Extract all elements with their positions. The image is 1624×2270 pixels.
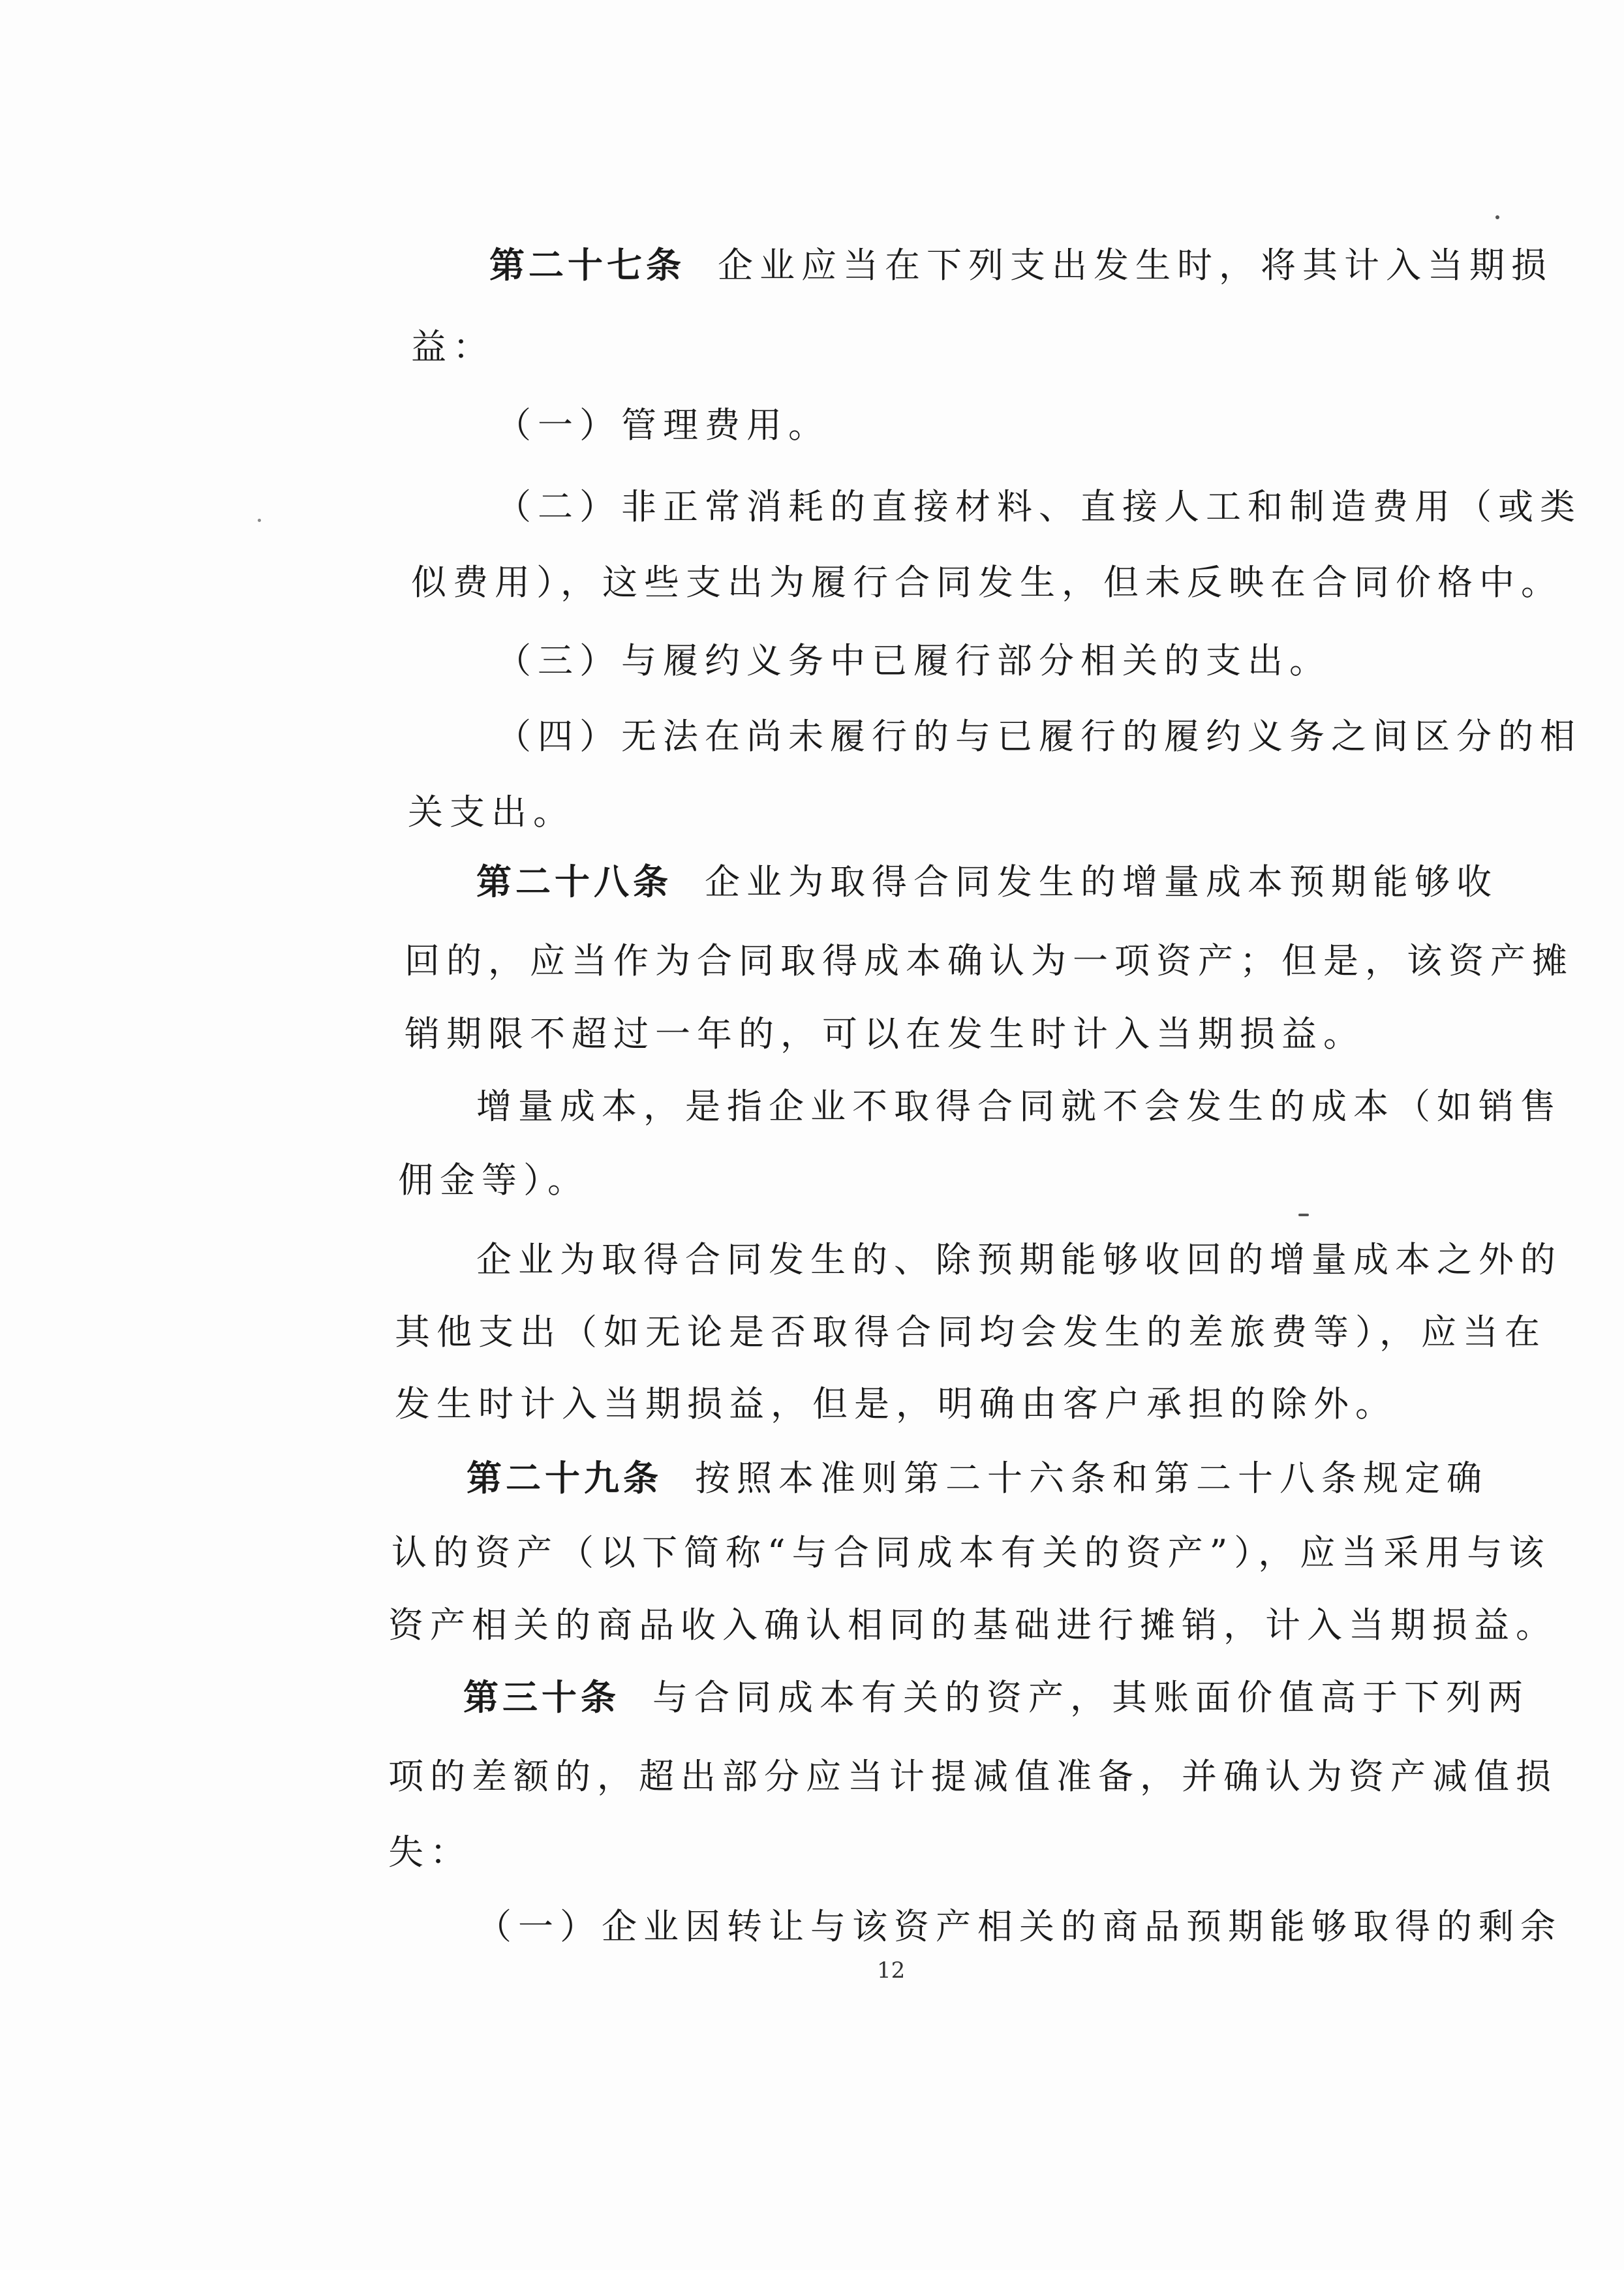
article-30-text: 与合同成本有关的资产，其账面价值高于下列两 [652,1677,1529,1718]
article-28-heading: 第二十八条 [476,861,672,902]
article-30-item-1: （一）企业因转让与该资产相关的商品预期能够取得的剩余 [476,1906,1562,1947]
article-28-para-2-line-1: 增量成本，是指企业不取得合同就不会发生的成本（如销售 [476,1086,1562,1127]
article-30-line-2: 项的差额的，超出部分应当计提减值准备，并确认为资产减值损 [388,1756,1557,1797]
article-27-item-4-line-1: （四）无法在尚未履行的与已履行的履约义务之间区分的相 [496,716,1582,757]
article-29-text: 按照本准则第二十六条和第二十八条规定确 [695,1458,1488,1499]
article-29-heading: 第二十九条 [467,1458,662,1499]
article-27-heading: 第二十七条 [489,245,685,286]
article-28-text: 企业为取得合同发生的增量成本预期能够收 [705,861,1498,902]
article-27-item-2-line-1: （二）非正常消耗的直接材料、直接人工和制造费用（或类 [496,486,1582,527]
page-number: 12 [877,1957,906,1984]
article-29-line-1 [467,1456,1488,1501]
article-29-line-2: 认的资产（以下简称“与合同成本有关的资产”），应当采用与该 [391,1532,1551,1573]
scan-speck [258,519,261,522]
article-27-item-3: （三）与履约义务中已履行部分相关的支出。 [496,640,1331,681]
article-28-para-3-line-1: 企业为取得合同发生的、除预期能够收回的增量成本之外的 [476,1239,1562,1280]
scan-speck [1298,1214,1309,1216]
article-28-line-2: 回的，应当作为合同取得成本确认为一项资产；但是，该资产摊 [405,940,1574,981]
article-28-line-3: 销期限不超过一年的，可以在发生时计入当期损益。 [405,1013,1365,1054]
article-27-item-2-line-2: 似费用），这些支出为履行合同发生，但未反映在合同价格中。 [411,562,1563,603]
article-28-para-3-line-3: 发生时计入当期损益，但是，明确由客户承担的除外。 [395,1383,1397,1424]
article-30-line-3: 失： [388,1832,472,1873]
article-27-item-4-line-2: 关支出。 [408,791,575,833]
article-28-para-2-line-2: 佣金等）。 [398,1159,589,1201]
article-27-line-2: 益： [411,326,495,367]
article-30-heading: 第三十条 [463,1677,620,1718]
article-27-text: 企业应当在下列支出发生时，将其计入当期损 [718,245,1553,286]
article-27-item-1: （一）管理费用。 [496,405,830,446]
article-27-line-1 [489,243,1553,288]
article-28-para-3-line-2: 其他支出（如无论是否取得合同均会发生的差旅费等），应当在 [395,1311,1546,1353]
article-29-line-3: 资产相关的商品收入确认相同的基础进行摊销，计入当期损益。 [388,1604,1557,1646]
article-30-line-1 [463,1675,1529,1721]
article-28-line-1 [476,859,1498,905]
scan-speck [1495,215,1499,219]
